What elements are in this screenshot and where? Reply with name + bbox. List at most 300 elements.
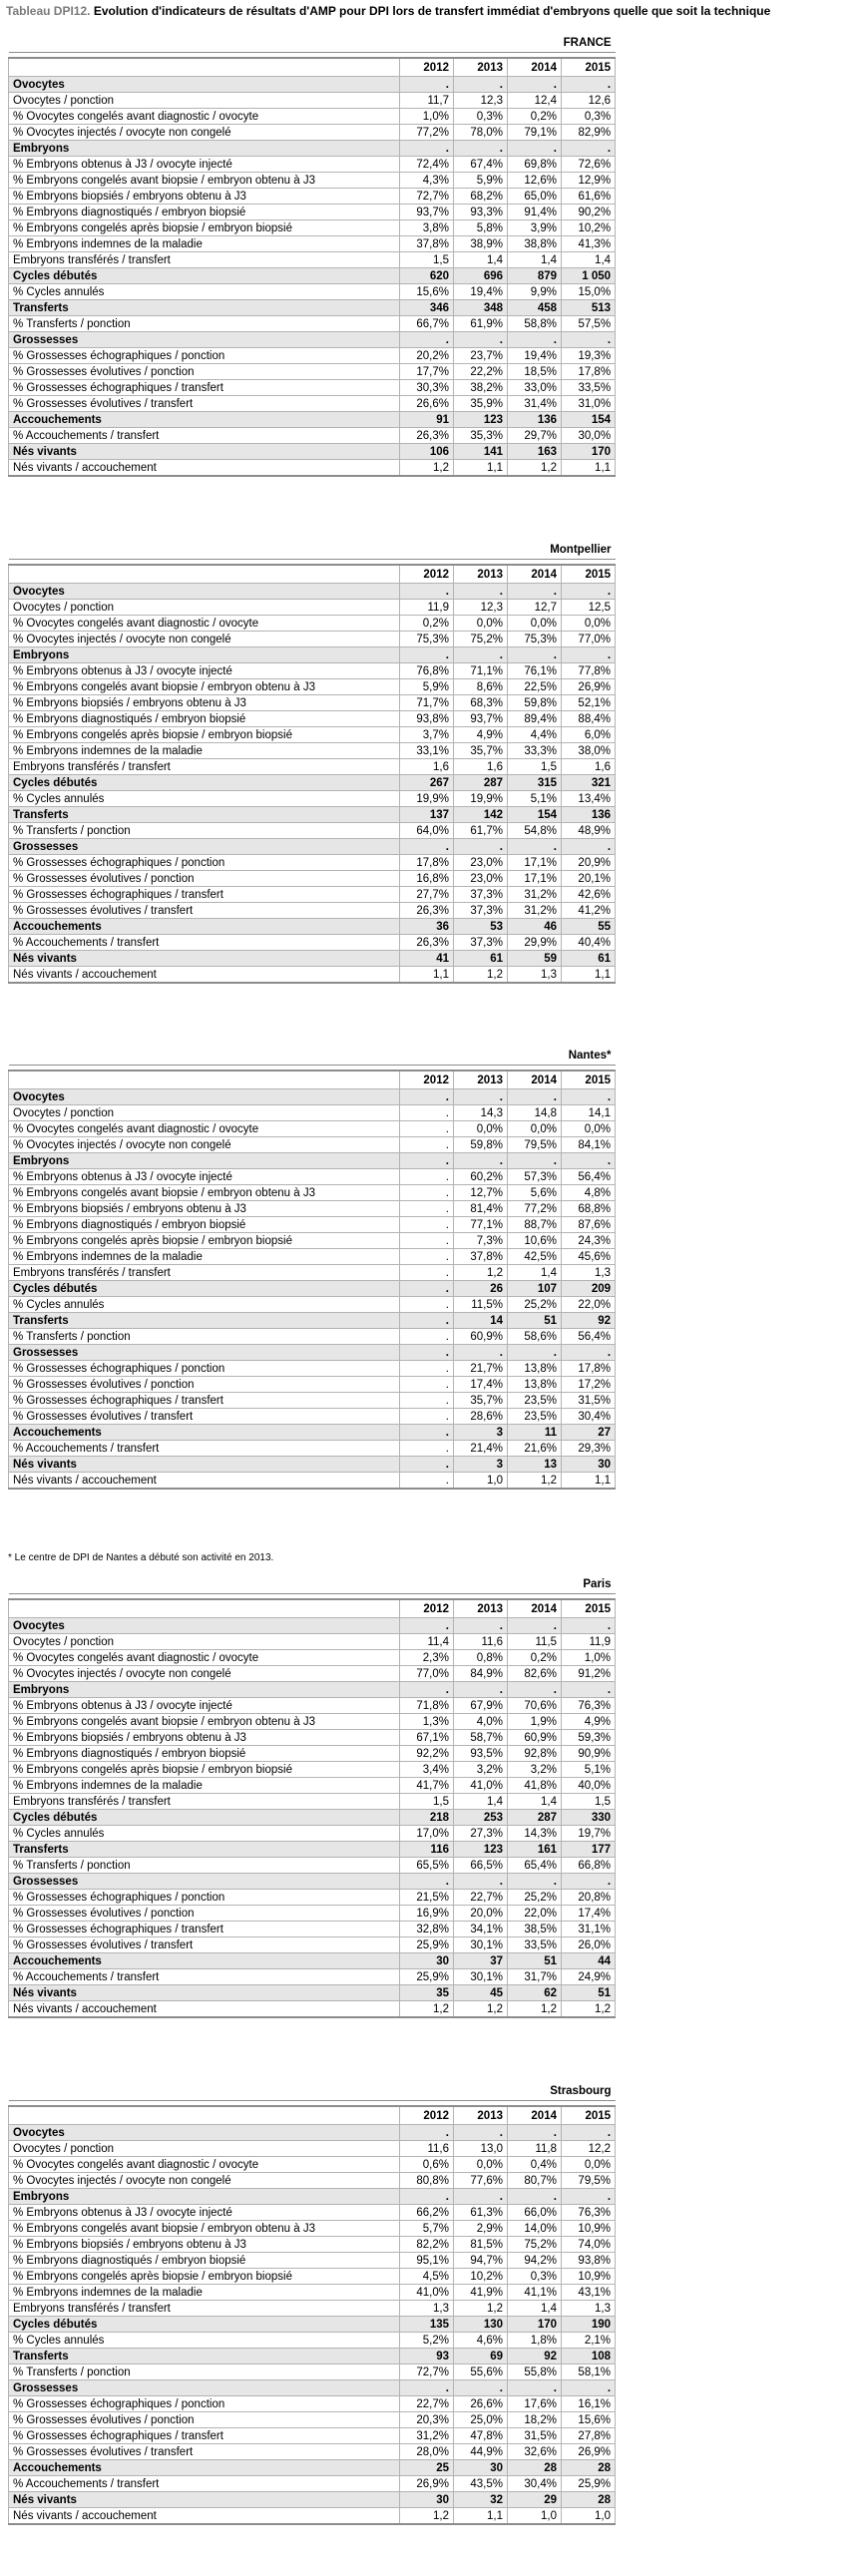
cell-2013: 5,9% [454, 173, 508, 189]
table-row-grossesses-echographiques-ponction [9, 1890, 616, 1906]
cell-2015: . [562, 77, 616, 93]
cell-2014: 1,4 [508, 2301, 562, 2317]
cell-2012: 15,6% [400, 284, 454, 300]
cell-2015: 154 [562, 412, 616, 428]
cell-2012: 72,4% [400, 157, 454, 173]
region-spacer [9, 1575, 400, 1594]
cell-2013: 11,6 [454, 1634, 508, 1650]
cell-2013: 94,7% [454, 2253, 508, 2269]
cell-2013: 60,2% [454, 1169, 508, 1185]
cell-2015: 74,0% [562, 2237, 616, 2253]
year-header-2015: 2015 [562, 1599, 616, 1618]
cell-2013: . [454, 1089, 508, 1105]
row-label: % Embryons congelés avant biopsie / embryon obtenu à J3 [9, 1185, 400, 1201]
cell-2015: 136 [562, 807, 616, 823]
cell-2015: 0,0% [562, 1121, 616, 1137]
row-label: % Embryons obtenus à J3 / ovocyte injecté [9, 157, 400, 173]
cell-2014: 17,1% [508, 871, 562, 887]
cell-2014: 59,8% [508, 695, 562, 711]
year-header-2014: 2014 [508, 58, 562, 77]
row-label: % Embryons diagnostiqués / embryon biopsié [9, 2253, 400, 2269]
table-row-ovocytes-ponction [9, 93, 616, 109]
cell-2015: . [562, 1618, 616, 1634]
cell-2014: 1,3 [508, 967, 562, 984]
table-row-nes-vivants-accouchement [9, 460, 616, 477]
table-row-embryons [9, 1153, 616, 1169]
row-label: Grossesses [9, 839, 400, 855]
cell-2015: 30,4% [562, 1409, 616, 1425]
cell-2012: . [400, 1249, 454, 1265]
cell-2012: 137 [400, 807, 454, 823]
table-row-accouchements-transfert [9, 2476, 616, 2492]
cell-2014: 54,8% [508, 823, 562, 839]
cell-2013: 2,9% [454, 2221, 508, 2237]
row-label: Nés vivants [9, 1457, 400, 1473]
cell-2014: 287 [508, 1810, 562, 1826]
table-row-grossesses [9, 332, 616, 348]
table-row-grossesses [9, 2380, 616, 2396]
cell-2012: 80,8% [400, 2173, 454, 2189]
table-row-ovocytes-ponction [9, 600, 616, 616]
cell-2012: 93,7% [400, 205, 454, 220]
cell-2015: 1 050 [562, 268, 616, 284]
table-row-embryons-biopsies-embryons-obtenu-a-j3 [9, 695, 616, 711]
cell-2014: 5,1% [508, 791, 562, 807]
cell-2012: 93,8% [400, 711, 454, 727]
table-row-grossesses-evolutives-transfert [9, 903, 616, 919]
cell-2015: . [562, 1345, 616, 1361]
cell-2013: 22,2% [454, 364, 508, 380]
table-row-embryons-congeles-apres-biopsie-embryon-biopsie [9, 220, 616, 236]
row-label: % Ovocytes congelés avant diagnostic / ovocyte [9, 1650, 400, 1666]
cell-2013: 0,8% [454, 1650, 508, 1666]
table-row-transferts [9, 2349, 616, 2364]
cell-2012: . [400, 1297, 454, 1313]
row-label: Nés vivants / accouchement [9, 1473, 400, 1490]
row-label: % Embryons obtenus à J3 / ovocyte injecté [9, 2205, 400, 2221]
cell-2015: 17,2% [562, 1377, 616, 1393]
year-header-2014: 2014 [508, 1071, 562, 1089]
row-label: % Embryons congelés après biopsie / embryon biopsié [9, 1233, 400, 1249]
region-spacer [9, 2082, 400, 2101]
year-header-row [9, 2106, 616, 2125]
cell-2013: 3 [454, 1425, 508, 1441]
year-header-2015: 2015 [562, 2106, 616, 2125]
row-label: % Accouchements / transfert [9, 428, 400, 444]
row-label: % Transferts / ponction [9, 1858, 400, 1874]
cell-2014: 12,4 [508, 93, 562, 109]
table-row-ovocytes-injectes-ovocyte-non-congele [9, 125, 616, 141]
cell-2013: 61,7% [454, 823, 508, 839]
cell-2012: 19,9% [400, 791, 454, 807]
cell-2013: 38,2% [454, 380, 508, 396]
cell-2013: 123 [454, 412, 508, 428]
cell-2015: 1,0 [562, 2508, 616, 2525]
table-row-ovocytes-injectes-ovocyte-non-congele [9, 632, 616, 647]
cell-2012: 26,3% [400, 428, 454, 444]
cell-2015: 68,8% [562, 1201, 616, 1217]
row-label: % Embryons biopsiés / embryons obtenu à J3 [9, 695, 400, 711]
cell-2013: 142 [454, 807, 508, 823]
table-row-embryons [9, 647, 616, 663]
table-row-ovocytes-injectes-ovocyte-non-congele [9, 1666, 616, 1682]
cell-2013: 12,3 [454, 93, 508, 109]
cell-2014: 30,4% [508, 2476, 562, 2492]
cell-2012: 267 [400, 775, 454, 791]
cell-2015: 19,7% [562, 1826, 616, 1842]
year-header-2012: 2012 [400, 565, 454, 584]
table-row-cycles-debutes [9, 2317, 616, 2333]
table-row-ovocytes-congeles-avant-diagnostic-ovocyte [9, 2157, 616, 2173]
cell-2015: 84,1% [562, 1137, 616, 1153]
table-row-nes-vivants-accouchement [9, 2508, 616, 2525]
cell-2015: 40,4% [562, 935, 616, 951]
cell-2012: . [400, 1473, 454, 1490]
cell-2012: 26,3% [400, 935, 454, 951]
row-label: % Embryons congelés après biopsie / embryon biopsié [9, 2269, 400, 2285]
cell-2013: 1,6 [454, 759, 508, 775]
cell-2015: . [562, 2125, 616, 2141]
cell-2012: 3,4% [400, 1762, 454, 1778]
row-label: % Grossesses échographiques / transfert [9, 380, 400, 396]
cell-2012: 1,6 [400, 759, 454, 775]
cell-2012: 26,6% [400, 396, 454, 412]
row-label: Cycles débutés [9, 268, 400, 284]
cell-2014: 1,2 [508, 460, 562, 477]
year-header-row [9, 1599, 616, 1618]
cell-2012: 64,0% [400, 823, 454, 839]
cell-2013: 1,1 [454, 460, 508, 477]
cell-2012: . [400, 647, 454, 663]
row-label: % Embryons biopsiés / embryons obtenu à J3 [9, 1730, 400, 1746]
cell-2013: 37,8% [454, 1249, 508, 1265]
cell-2015: 177 [562, 1842, 616, 1858]
row-label: % Accouchements / transfert [9, 935, 400, 951]
row-label: % Grossesses échographiques / transfert [9, 887, 400, 903]
cell-2012: 1,2 [400, 460, 454, 477]
cell-2013: 30,1% [454, 1937, 508, 1953]
row-label: Nés vivants / accouchement [9, 460, 400, 477]
row-label: Ovocytes [9, 2125, 400, 2141]
cell-2015: 17,4% [562, 1906, 616, 1922]
cell-2013: . [454, 839, 508, 855]
cell-2013: 348 [454, 300, 508, 316]
table-block-paris [8, 1575, 615, 2018]
year-header-2014: 2014 [508, 2106, 562, 2125]
table-row-ovocytes [9, 1618, 616, 1634]
row-label: % Accouchements / transfert [9, 1969, 400, 1985]
row-label: Ovocytes [9, 584, 400, 600]
cell-2012: 11,4 [400, 1634, 454, 1650]
cell-2014: 11 [508, 1425, 562, 1441]
row-label: % Embryons diagnostiqués / embryon biopsié [9, 711, 400, 727]
cell-2012: 27,7% [400, 887, 454, 903]
cell-2015: 88,4% [562, 711, 616, 727]
table-row-embryons-congeles-avant-biopsie-embryon-obtenu-a-j3 [9, 1185, 616, 1201]
cell-2012: 66,7% [400, 316, 454, 332]
table-row-embryons-congeles-apres-biopsie-embryon-biopsie [9, 1233, 616, 1249]
cell-2014: 55,8% [508, 2364, 562, 2380]
cell-2014: 0,3% [508, 2269, 562, 2285]
table-row-grossesses-echographiques-transfert [9, 2428, 616, 2444]
table-row-embryons-biopsies-embryons-obtenu-a-j3 [9, 1730, 616, 1746]
cell-2012: 76,8% [400, 663, 454, 679]
cell-2013: 19,4% [454, 284, 508, 300]
cell-2013: 27,3% [454, 1826, 508, 1842]
cell-2014: 77,2% [508, 1201, 562, 1217]
table-row-grossesses-evolutives-transfert [9, 396, 616, 412]
table-row-cycles-debutes [9, 1281, 616, 1297]
cell-2013: 253 [454, 1810, 508, 1826]
cell-2015: 330 [562, 1810, 616, 1826]
cell-2012: 33,1% [400, 743, 454, 759]
cell-2014: 42,5% [508, 1249, 562, 1265]
cell-2012: 37,8% [400, 236, 454, 252]
cell-2014: 51 [508, 1953, 562, 1969]
table-row-grossesses-evolutives-ponction [9, 871, 616, 887]
region-name: Montpellier [400, 541, 616, 560]
cell-2015: 61,6% [562, 189, 616, 205]
table-row-ovocytes [9, 77, 616, 93]
cell-2014: 1,4 [508, 1265, 562, 1281]
table-row-grossesses-evolutives-ponction [9, 364, 616, 380]
cell-2015: 26,9% [562, 2444, 616, 2460]
cell-2012: 77,2% [400, 125, 454, 141]
row-label: Ovocytes / ponction [9, 1634, 400, 1650]
cell-2014: 161 [508, 1842, 562, 1858]
table-row-embryons-indemnes-de-la-maladie [9, 1778, 616, 1794]
cell-2012: . [400, 1457, 454, 1473]
cell-2014: 22,5% [508, 679, 562, 695]
cell-2015: . [562, 1682, 616, 1698]
cell-2015: 321 [562, 775, 616, 791]
cell-2013: 1,2 [454, 1265, 508, 1281]
cell-2012: 5,9% [400, 679, 454, 695]
cell-2013: 35,3% [454, 428, 508, 444]
table-block-strasbourg [8, 2082, 615, 2525]
row-label: % Embryons diagnostiqués / embryon biopsié [9, 1217, 400, 1233]
cell-2012: . [400, 1089, 454, 1105]
region-spacer [9, 34, 400, 53]
cell-2015: 14,1 [562, 1105, 616, 1121]
table-row-nes-vivants-accouchement [9, 1473, 616, 1490]
cell-2014: . [508, 1682, 562, 1698]
cell-2013: 287 [454, 775, 508, 791]
row-label: % Embryons biopsiés / embryons obtenu à J3 [9, 1201, 400, 1217]
cell-2012: 1,5 [400, 252, 454, 268]
cell-2014: 80,7% [508, 2173, 562, 2189]
row-label: % Ovocytes injectés / ovocyte non congelé [9, 1137, 400, 1153]
row-label: % Grossesses évolutives / ponction [9, 1377, 400, 1393]
table-row-cycles-debutes [9, 268, 616, 284]
cell-2015: 22,0% [562, 1297, 616, 1313]
cell-2012: 36 [400, 919, 454, 935]
cell-2014: 25,2% [508, 1297, 562, 1313]
cell-2013: . [454, 1618, 508, 1634]
table-row-ovocytes-injectes-ovocyte-non-congele [9, 1137, 616, 1153]
table-row-cycles-annules [9, 284, 616, 300]
cell-2014: 28 [508, 2460, 562, 2476]
cell-2014: 29,9% [508, 935, 562, 951]
results-table [8, 541, 616, 984]
cell-2015: 19,3% [562, 348, 616, 364]
row-label: Embryons [9, 141, 400, 157]
cell-2014: 18,5% [508, 364, 562, 380]
cell-2013: 55,6% [454, 2364, 508, 2380]
cell-2014: 31,2% [508, 887, 562, 903]
cell-2014: 1,2 [508, 2001, 562, 2018]
cell-2013: 45 [454, 1985, 508, 2001]
cell-2013: 8,6% [454, 679, 508, 695]
row-label: % Embryons congelés avant biopsie / embryon obtenu à J3 [9, 679, 400, 695]
cell-2013: 1,4 [454, 252, 508, 268]
row-label: % Grossesses évolutives / transfert [9, 2444, 400, 2460]
cell-2012: 66,2% [400, 2205, 454, 2221]
cell-2013: 44,9% [454, 2444, 508, 2460]
cell-2015: 40,0% [562, 1778, 616, 1794]
cell-2015: 31,1% [562, 1922, 616, 1937]
cell-2015: 56,4% [562, 1169, 616, 1185]
cell-2014: 46 [508, 919, 562, 935]
row-label: Grossesses [9, 1345, 400, 1361]
cell-2015: 0,0% [562, 616, 616, 632]
row-label: % Ovocytes congelés avant diagnostic / ovocyte [9, 1121, 400, 1137]
cell-2015: 17,8% [562, 364, 616, 380]
region-spacer [9, 541, 400, 560]
cell-2014: 13 [508, 1457, 562, 1473]
cell-2012: . [400, 1265, 454, 1281]
cell-2013: 14,3 [454, 1105, 508, 1121]
row-label: % Ovocytes injectés / ovocyte non congelé [9, 1666, 400, 1682]
cell-2014: 23,5% [508, 1409, 562, 1425]
cell-2015: 513 [562, 300, 616, 316]
table-row-cycles-annules [9, 2333, 616, 2349]
results-table [8, 34, 616, 477]
row-label: % Grossesses échographiques / ponction [9, 1890, 400, 1906]
cell-2012: 82,2% [400, 2237, 454, 2253]
cell-2013: 93,3% [454, 205, 508, 220]
cell-2014: 14,8 [508, 1105, 562, 1121]
cell-2014: 31,2% [508, 903, 562, 919]
cell-2013: 68,3% [454, 695, 508, 711]
cell-2015: 10,2% [562, 220, 616, 236]
year-header-2015: 2015 [562, 58, 616, 77]
row-label: Embryons [9, 1153, 400, 1169]
cell-2015: 30,0% [562, 428, 616, 444]
cell-2012: 31,2% [400, 2428, 454, 2444]
cell-2012: 20,3% [400, 2412, 454, 2428]
cell-2012: . [400, 1153, 454, 1169]
cell-2012: . [400, 1441, 454, 1457]
table-row-ovocytes [9, 1089, 616, 1105]
table-row-cycles-annules [9, 1826, 616, 1842]
cell-2014: 82,6% [508, 1666, 562, 1682]
table-row-embryons-indemnes-de-la-maladie [9, 236, 616, 252]
cell-2015: 4,8% [562, 1185, 616, 1201]
row-label: % Transferts / ponction [9, 823, 400, 839]
cell-2012: 1,5 [400, 1794, 454, 1810]
cell-2015: 38,0% [562, 743, 616, 759]
cell-2015: 0,3% [562, 109, 616, 125]
cell-2015: 10,9% [562, 2269, 616, 2285]
row-label: % Embryons congelés après biopsie / embryon biopsié [9, 727, 400, 743]
table-row-grossesses-echographiques-transfert [9, 1922, 616, 1937]
row-label: % Transferts / ponction [9, 316, 400, 332]
cell-2014: . [508, 584, 562, 600]
table-row-accouchements-transfert [9, 1969, 616, 1985]
table-row-embryons-congeles-avant-biopsie-embryon-obtenu-a-j3 [9, 1714, 616, 1730]
year-header-row [9, 58, 616, 77]
cell-2013: 41,0% [454, 1778, 508, 1794]
year-header-blank [9, 58, 400, 77]
row-label: Embryons transférés / transfert [9, 1265, 400, 1281]
page-title [6, 4, 770, 18]
cell-2012: . [400, 1361, 454, 1377]
cell-2015: 1,1 [562, 967, 616, 984]
cell-2012: 11,7 [400, 93, 454, 109]
cell-2012: 1,3% [400, 1714, 454, 1730]
cell-2015: 1,3 [562, 1265, 616, 1281]
cell-2013: 0,0% [454, 1121, 508, 1137]
cell-2015: 30 [562, 1457, 616, 1473]
cell-2013: . [454, 1345, 508, 1361]
table-row-embryons-transferes-transfert [9, 2301, 616, 2317]
year-header-2013: 2013 [454, 1599, 508, 1618]
cell-2015: 6,0% [562, 727, 616, 743]
row-label: % Embryons congelés avant biopsie / embryon obtenu à J3 [9, 2221, 400, 2237]
cell-2012: . [400, 141, 454, 157]
cell-2014: 1,4 [508, 252, 562, 268]
cell-2012: . [400, 1185, 454, 1201]
table-row-nes-vivants [9, 1457, 616, 1473]
cell-2013: . [454, 2380, 508, 2396]
cell-2015: 26,9% [562, 679, 616, 695]
cell-2013: 68,2% [454, 189, 508, 205]
cell-2014: 170 [508, 2317, 562, 2333]
cell-2012: . [400, 1425, 454, 1441]
row-label: % Grossesses échographiques / transfert [9, 2428, 400, 2444]
cell-2014: 31,4% [508, 396, 562, 412]
region-header-row [9, 2082, 616, 2101]
row-label: Embryons transférés / transfert [9, 252, 400, 268]
table-row-embryons-congeles-apres-biopsie-embryon-biopsie [9, 727, 616, 743]
cell-2013: . [454, 77, 508, 93]
cell-2015: 1,1 [562, 1473, 616, 1490]
cell-2013: 23,0% [454, 855, 508, 871]
table-row-embryons-congeles-apres-biopsie-embryon-biopsie [9, 1762, 616, 1778]
row-label: % Embryons biopsiés / embryons obtenu à J3 [9, 2237, 400, 2253]
cell-2014: 12,6% [508, 173, 562, 189]
cell-2013: 67,4% [454, 157, 508, 173]
cell-2013: 3,2% [454, 1762, 508, 1778]
results-table [8, 1575, 616, 2018]
table-row-cycles-debutes [9, 1810, 616, 1826]
cell-2015: 79,5% [562, 2173, 616, 2189]
cell-2014: 60,9% [508, 1730, 562, 1746]
row-label: % Cycles annulés [9, 1826, 400, 1842]
table-row-embryons-obtenus-a-j3-ovocyte-injecte [9, 1169, 616, 1185]
cell-2014: 17,6% [508, 2396, 562, 2412]
cell-2014: 69,8% [508, 157, 562, 173]
cell-2012: 67,1% [400, 1730, 454, 1746]
cell-2012: . [400, 584, 454, 600]
row-label: Accouchements [9, 1425, 400, 1441]
cell-2015: 25,9% [562, 2476, 616, 2492]
cell-2015: 31,5% [562, 1393, 616, 1409]
cell-2012: 3,7% [400, 727, 454, 743]
cell-2014: 92 [508, 2349, 562, 2364]
row-label: Nés vivants [9, 951, 400, 967]
